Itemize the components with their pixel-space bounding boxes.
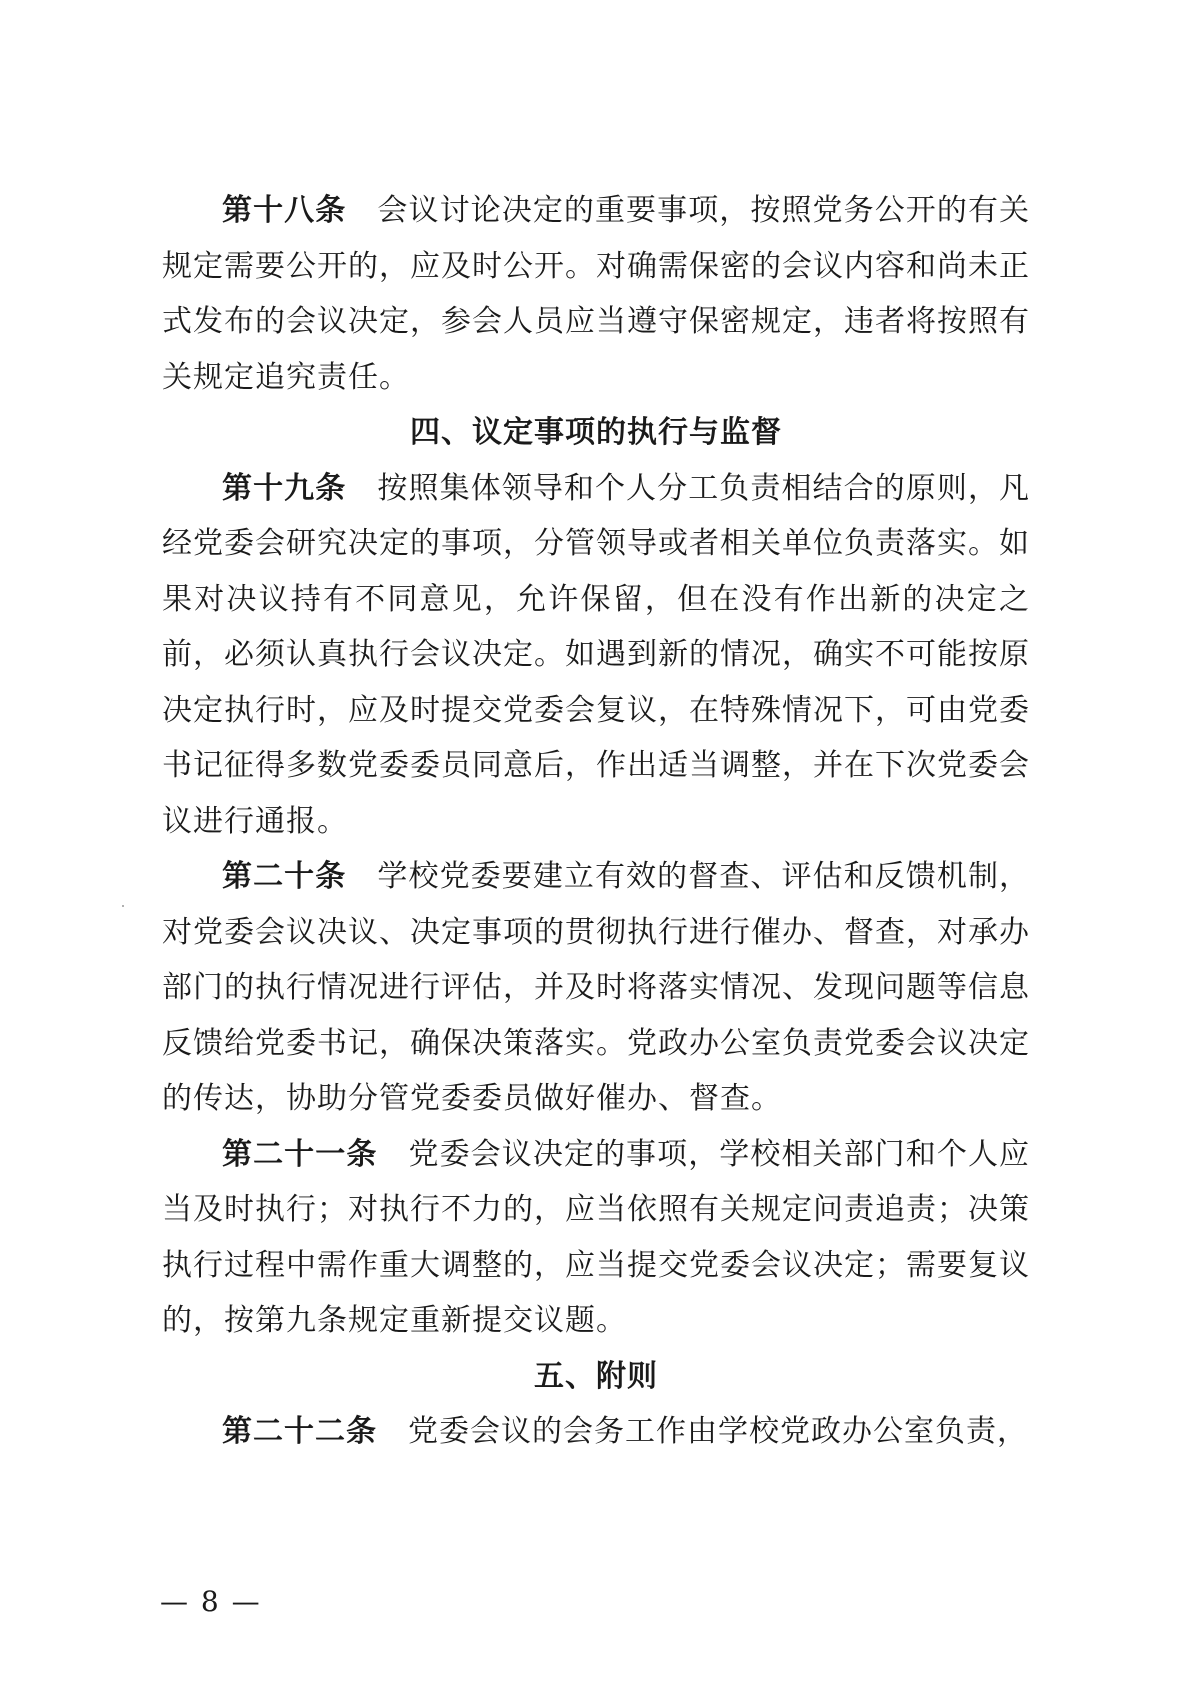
- article-text: 学校党委要建立有效的督查、评估和反馈机制，对党委会议决议、决定事项的贯彻执行进行催办、督查，对承办部门的执行情况进行评估，并及时将落实情况、发现问题等信息反馈给党委书记，确保决策落实。党政办公室负责党委会议决定的传达，协助分管党委委员做好催办、督查。: [162, 859, 1031, 1116]
- article-text: 党委会议的会务工作由学校党政办公室负责，: [408, 1414, 1028, 1449]
- article-text: 按照集体领导和个人分工负责相结合的原则，凡经党委会研究决定的事项，分管领导或者相关单位负责落实。如果对决议持有不同意见，允许保留，但在没有作出新的决定之前，必须认真执行会议决定。如遇到新的情况，确实不可能按原决定执行时，应及时提交党委会复议，在特殊情况下，可由党委书记征得多数党委委员同意后，作出适当调整，并在下次党委会议进行通报。: [162, 470, 1031, 839]
- article-20: [162, 849, 1030, 1127]
- article-text: 会议讨论决定的重要事项，按照党务公开的有关规定需要公开的，应及时公开。对确需保密的会议内容和尚未正式发布的会议决定，参会人员应当遵守保密规定，违者将按照有关规定追究责任。: [162, 193, 1031, 395]
- article-21: [162, 1127, 1030, 1349]
- document-body: [162, 183, 1030, 1460]
- section-title-5: 五、附则: [534, 1358, 658, 1394]
- article-number: 第二十条: [222, 859, 347, 894]
- page-number: — 8 —: [160, 1585, 262, 1618]
- article-22: [162, 1404, 1030, 1460]
- article-number: 第十九条: [222, 470, 347, 506]
- scan-speck: [122, 905, 124, 907]
- section-title-4: 四、议定事项的执行与监督: [410, 415, 782, 450]
- article-text: 党委会议决定的事项，学校相关部门和个人应当及时执行；对执行不力的，应当依照有关规定问责追责；决策执行过程中需作重大调整的，应当提交党委会议决定；需要复议的，按第九条规定重新提交议题。: [162, 1136, 1031, 1338]
- article-number: 第二十二条: [222, 1414, 377, 1449]
- article-number: 第十八条: [222, 193, 347, 228]
- article-number: 第二十一条: [222, 1136, 378, 1172]
- article-18: [162, 183, 1030, 405]
- article-19: [162, 461, 1030, 850]
